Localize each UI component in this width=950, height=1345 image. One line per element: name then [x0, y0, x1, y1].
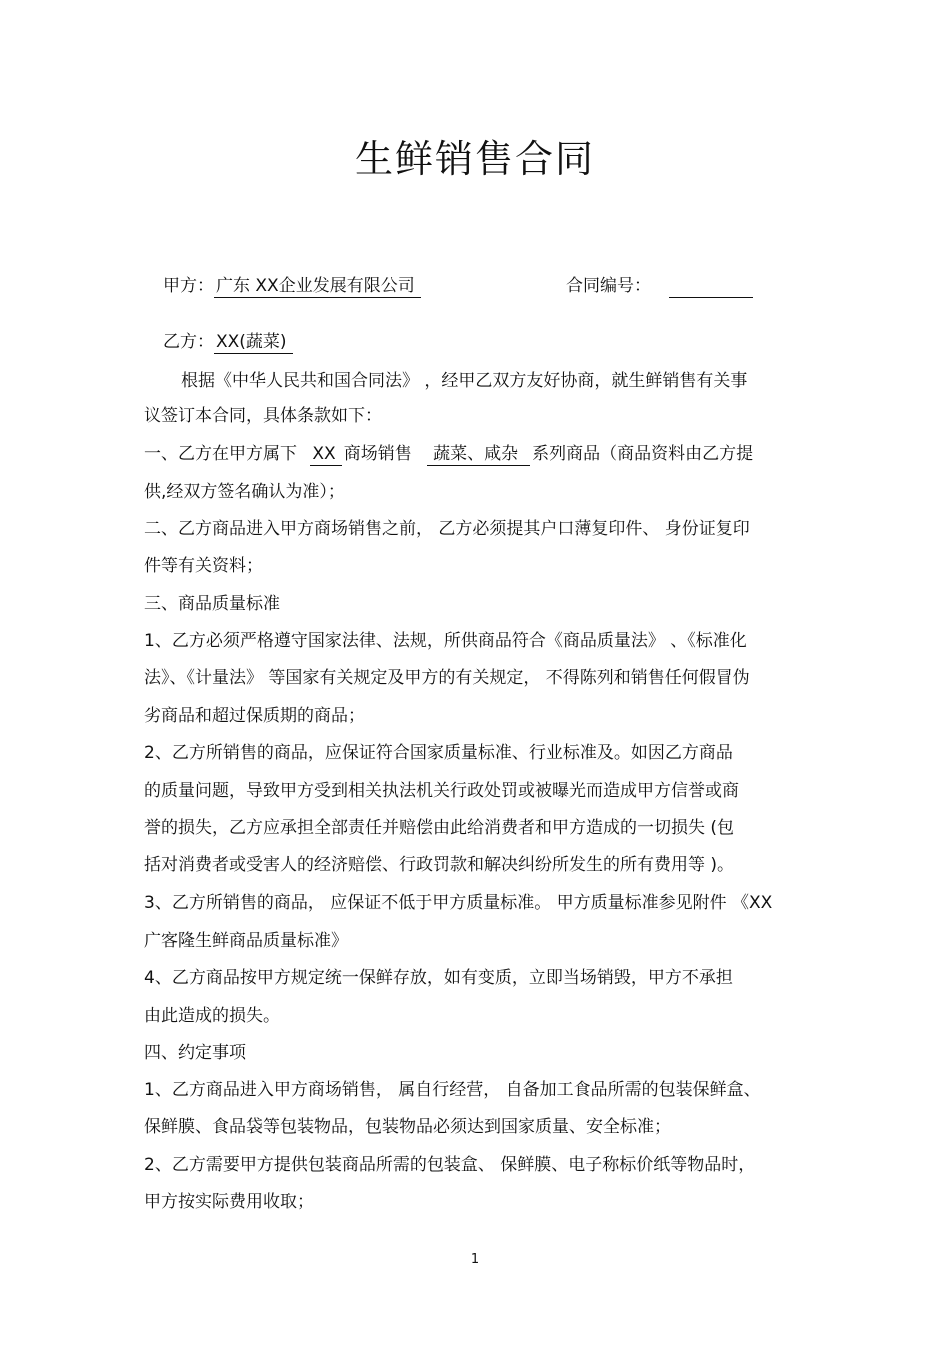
body-line: 1、乙方商品进入甲方商场销售， 属自行经营， 自备加工食品所需的包装保鲜盒、 [144, 1080, 761, 1100]
body-line: 法》、《计量法》 等国家有关规定及甲方的有关规定， 不得陈列和销售任何假冒伪 [144, 668, 750, 688]
party-a-label: 甲方： [163, 276, 214, 296]
body-line: 劣商品和超过保质期的商品； [144, 706, 365, 726]
clause-1-line: 供,经双方签名确认为准）； [144, 482, 345, 502]
party-b-label: 乙方： [163, 332, 214, 352]
contract-number-line [566, 274, 753, 298]
contract-number-blank [669, 280, 753, 298]
intro-line: 议签订本合同，具体条款如下： [144, 406, 382, 426]
page-number: 1 [470, 1252, 480, 1267]
party-a-line [163, 274, 421, 298]
body-line: 4、乙方商品按甲方规定统一保鲜存放，如有变质，立即当场销毁，甲方不承担 [144, 968, 733, 988]
party-b-line [163, 330, 293, 354]
body-line: 1、乙方必须严格遵守国家法律、法规，所供商品符合《商品质量法》 、《标准化 [144, 631, 747, 651]
body-line: 保鲜膜、食品袋等包装物品，包装物品必须达到国家质量、安全标准； [144, 1117, 671, 1137]
section-heading: 三、商品质量标准 [144, 594, 280, 614]
body-line: 的质量问题，导致甲方受到相关执法机关行政处罚或被曝光而造成甲方信誉或商 [144, 781, 739, 801]
body-line: 誉的损失，乙方应承担全部责任并赔偿由此给消费者和甲方造成的一切损失 (包 [144, 818, 735, 838]
body-line: 2、乙方需要甲方提供包装商品所需的包装盒、 保鲜膜、电子称标价纸等物品时， [144, 1155, 756, 1175]
party-b-value: XX(蔬菜) [214, 332, 293, 354]
clause-1-text: 一、乙方在甲方属下 [144, 444, 297, 464]
clause-1-text: 系列商品（商品资料由乙方提 [532, 444, 754, 464]
clause-1-line [144, 442, 753, 466]
body-line: 由此造成的损失。 [144, 1006, 280, 1026]
store-name-field: XX [310, 444, 341, 466]
section-heading: 四、约定事项 [144, 1043, 246, 1063]
document-title: 生鲜销售合同 [354, 137, 595, 181]
party-a-value: 广东 XX企业发展有限公司 [214, 276, 421, 298]
contract-number-label: 合同编号： [566, 276, 651, 296]
body-line: 件等有关资料； [144, 556, 263, 576]
clause-1-text: 商场销售 [343, 444, 412, 464]
goods-category-field: 蔬菜、咸杂 [427, 444, 530, 466]
body-line: 括对消费者或受害人的经济赔偿、行政罚款和解决纠纷所发生的所有费用等 )。 [144, 855, 735, 875]
body-line: 二、乙方商品进入甲方商场销售之前， 乙方必须提其户口薄复印件、 身份证复印 [144, 519, 750, 539]
body-line: 甲方按实际费用收取； [144, 1192, 314, 1212]
body-line: 广客隆生鲜商品质量标准》 [144, 931, 348, 951]
intro-line: 根据《中华人民共和国合同法》 ，经甲乙双方友好协商，就生鲜销售有关事 [181, 371, 748, 391]
body-line: 3、乙方所销售的商品， 应保证不低于甲方质量标准。 甲方质量标准参见附件 《XX [144, 893, 773, 913]
body-line: 2、乙方所销售的商品，应保证符合国家质量标准、行业标准及。如因乙方商品 [144, 743, 733, 763]
